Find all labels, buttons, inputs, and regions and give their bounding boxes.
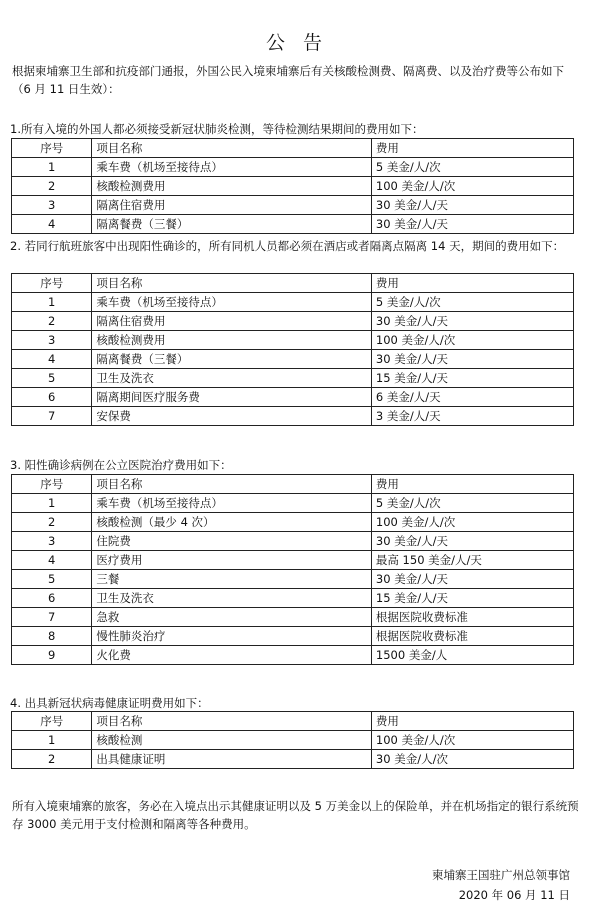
item-name-cell: 核酸检测费用 — [92, 331, 371, 350]
item-name-cell: 医疗费用 — [92, 551, 371, 570]
section-3-heading: 3. 阳性确诊病例在公立医院治疗费用如下： — [10, 458, 232, 472]
item-name-cell: 核酸检测费用 — [92, 177, 371, 196]
item-name-cell: 慢性肺炎治疗 — [92, 627, 371, 646]
table-row — [12, 532, 574, 551]
item-name-cell: 急救 — [92, 608, 371, 627]
header-fee-cell: 费用 — [371, 712, 573, 731]
index-cell: 9 — [12, 646, 92, 665]
index-cell: 7 — [12, 608, 92, 627]
signature-org: 柬埔寨王国驻广州总领事馆 — [432, 868, 570, 882]
index-cell: 5 — [12, 369, 92, 388]
fee-cell: 5 美金/人/次 — [371, 158, 573, 177]
fee-cell: 根据医院收费标准 — [371, 627, 573, 646]
index-cell: 2 — [12, 750, 92, 769]
fee-cell: 30 美金/人/天 — [371, 196, 573, 215]
item-name-cell: 三餐 — [92, 570, 371, 589]
index-cell: 2 — [12, 312, 92, 331]
index-cell: 8 — [12, 627, 92, 646]
fee-cell: 100 美金/人/次 — [371, 331, 573, 350]
item-name-cell: 隔离住宿费用 — [92, 312, 371, 331]
fee-table-2 — [11, 273, 574, 426]
fee-cell: 30 美金/人/天 — [371, 532, 573, 551]
index-cell: 1 — [12, 494, 92, 513]
item-name-cell: 出具健康证明 — [92, 750, 371, 769]
table-row — [12, 331, 574, 350]
intro-paragraph: 根据柬埔寨卫生部和抗疫部门通报，外国公民入境柬埔寨后有关核酸检测费、隔离费、以及治疗费等公布如下（6 月 11 日生效）： — [12, 64, 564, 96]
fee-cell: 5 美金/人/次 — [371, 494, 573, 513]
index-cell: 7 — [12, 407, 92, 426]
index-cell: 3 — [12, 196, 92, 215]
item-name-cell: 隔离住宿费用 — [92, 196, 371, 215]
item-name-cell: 乘车费（机场至接待点） — [92, 494, 371, 513]
table-header-row — [12, 274, 574, 293]
signature-date: 2020 年 06 月 11 日 — [458, 888, 570, 902]
item-name-cell: 火化费 — [92, 646, 371, 665]
fee-cell: 5 美金/人/次 — [371, 293, 573, 312]
table-row — [12, 589, 574, 608]
section-2-heading: 2. 若同行航班旅客中出现阳性确诊的，所有同机人员都必须在酒店或者隔离点隔离 14 天，期间的费用如下： — [10, 239, 565, 253]
notice-title: 公 告 — [265, 32, 329, 54]
table-row — [12, 350, 574, 369]
table-header-row — [12, 139, 574, 158]
fee-cell: 15 美金/人/天 — [371, 589, 573, 608]
header-index-cell: 序号 — [12, 712, 92, 731]
header-item-name-cell: 项目名称 — [92, 475, 371, 494]
fee-cell: 30 美金/人/天 — [371, 350, 573, 369]
table-row — [12, 750, 574, 769]
index-cell: 1 — [12, 293, 92, 312]
table-row — [12, 158, 574, 177]
section-4-heading: 4. 出具新冠状病毒健康证明费用如下： — [10, 696, 209, 710]
fee-cell: 根据医院收费标准 — [371, 608, 573, 627]
fee-cell: 6 美金/人/天 — [371, 388, 573, 407]
fee-cell: 30 美金/人/天 — [371, 215, 573, 234]
index-cell: 4 — [12, 215, 92, 234]
table-row — [12, 513, 574, 532]
table-row — [12, 627, 574, 646]
table-row — [12, 494, 574, 513]
index-cell: 5 — [12, 570, 92, 589]
index-cell: 1 — [12, 731, 92, 750]
fee-cell: 最高 150 美金/人/天 — [371, 551, 573, 570]
index-cell: 6 — [12, 589, 92, 608]
header-item-name-cell: 项目名称 — [92, 274, 371, 293]
header-fee-cell: 费用 — [371, 274, 573, 293]
fee-table-3 — [11, 474, 574, 665]
table-row — [12, 196, 574, 215]
index-cell: 2 — [12, 513, 92, 532]
item-name-cell: 卫生及洗衣 — [92, 589, 371, 608]
table-row — [12, 570, 574, 589]
fee-cell: 30 美金/人/天 — [371, 570, 573, 589]
index-cell: 4 — [12, 350, 92, 369]
item-name-cell: 隔离餐费（三餐） — [92, 350, 371, 369]
table-row — [12, 369, 574, 388]
fee-cell: 30 美金/人/次 — [371, 750, 573, 769]
header-fee-cell: 费用 — [371, 475, 573, 494]
table-row — [12, 312, 574, 331]
index-cell: 4 — [12, 551, 92, 570]
fee-table-1 — [11, 138, 574, 234]
table-row — [12, 388, 574, 407]
item-name-cell: 乘车费（机场至接待点） — [92, 293, 371, 312]
item-name-cell: 卫生及洗衣 — [92, 369, 371, 388]
header-index-cell: 序号 — [12, 274, 92, 293]
table-header-row — [12, 475, 574, 494]
item-name-cell: 核酸检测 — [92, 731, 371, 750]
fee-cell: 3 美金/人/天 — [371, 407, 573, 426]
fee-cell: 1500 美金/人 — [371, 646, 573, 665]
header-item-name-cell: 项目名称 — [92, 712, 371, 731]
fee-cell: 100 美金/人/次 — [371, 731, 573, 750]
item-name-cell: 住院费 — [92, 532, 371, 551]
table-row — [12, 551, 574, 570]
item-name-cell: 乘车费（机场至接待点） — [92, 158, 371, 177]
fee-table-4 — [11, 711, 574, 769]
table-header-row — [12, 712, 574, 731]
table-row — [12, 215, 574, 234]
header-index-cell: 序号 — [12, 475, 92, 494]
table-row — [12, 731, 574, 750]
fee-cell: 30 美金/人/天 — [371, 312, 573, 331]
index-cell: 2 — [12, 177, 92, 196]
item-name-cell: 核酸检测（最少 4 次） — [92, 513, 371, 532]
table-row — [12, 293, 574, 312]
table-row — [12, 407, 574, 426]
index-cell: 6 — [12, 388, 92, 407]
index-cell: 3 — [12, 532, 92, 551]
index-cell: 3 — [12, 331, 92, 350]
fee-cell: 100 美金/人/次 — [371, 513, 573, 532]
header-item-name-cell: 项目名称 — [92, 139, 371, 158]
table-row — [12, 646, 574, 665]
fee-cell: 100 美金/人/次 — [371, 177, 573, 196]
index-cell: 1 — [12, 158, 92, 177]
header-index-cell: 序号 — [12, 139, 92, 158]
fee-cell: 15 美金/人/天 — [371, 369, 573, 388]
closing-paragraph: 所有入境柬埔寨的旅客，务必在入境点出示其健康证明以及 5 万美金以上的保险单，并在机场指定的银行系统预存 3000 美元用于支付检测和隔离等各种费用。 — [12, 799, 579, 831]
item-name-cell: 隔离餐费（三餐） — [92, 215, 371, 234]
item-name-cell: 安保费 — [92, 407, 371, 426]
section-1-heading: 1.所有入境的外国人都必须接受新冠状肺炎检测，等待检测结果期间的费用如下： — [10, 122, 424, 136]
header-fee-cell: 费用 — [371, 139, 573, 158]
item-name-cell: 隔离期间医疗服务费 — [92, 388, 371, 407]
table-row — [12, 177, 574, 196]
table-row — [12, 608, 574, 627]
